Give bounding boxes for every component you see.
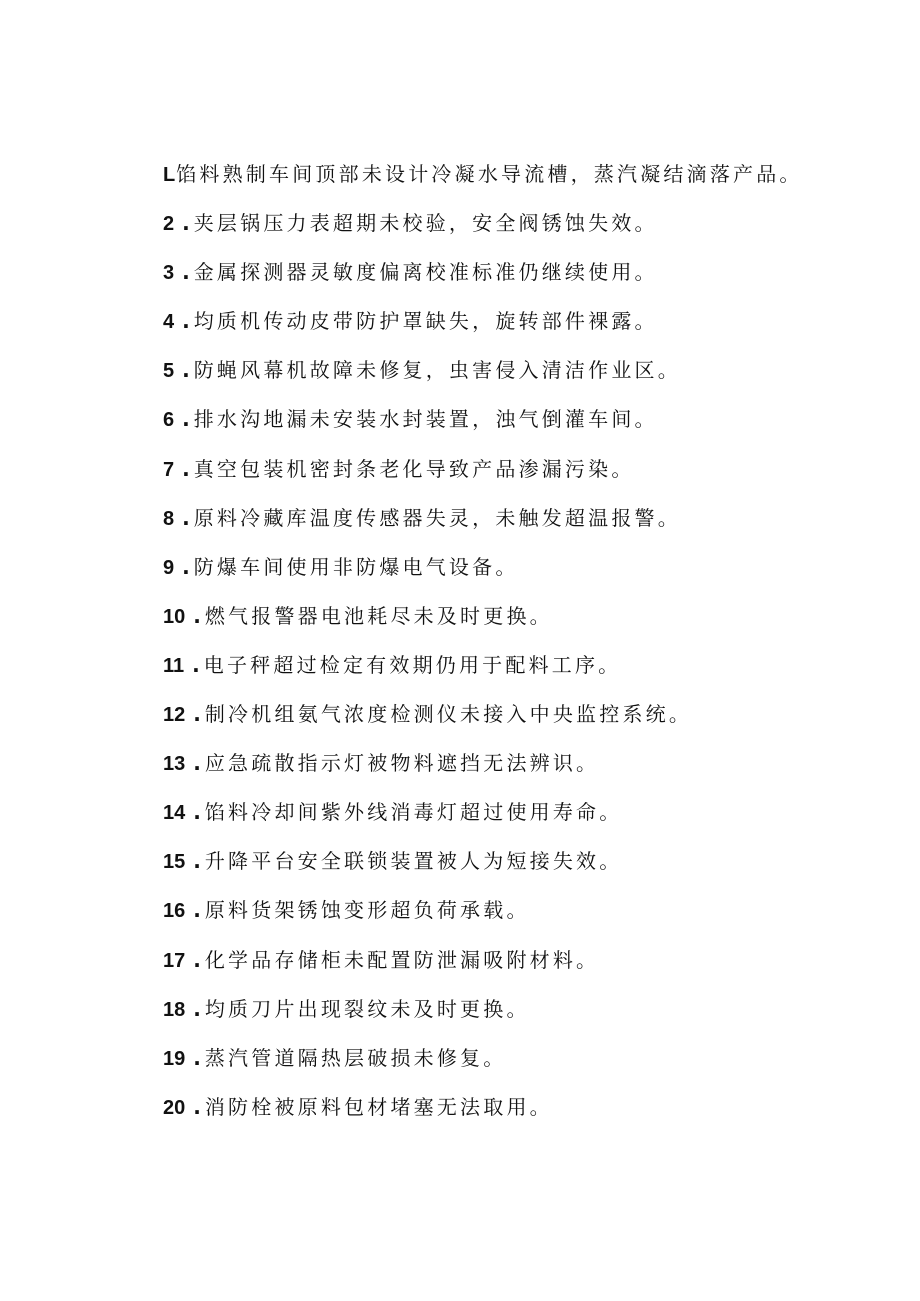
item-separator: . xyxy=(193,898,201,923)
list-item xyxy=(163,596,863,645)
item-number: 13 xyxy=(163,753,186,776)
list-item xyxy=(163,449,863,498)
list-item xyxy=(163,940,863,989)
item-text: 燃气报警器电池耗尽未及时更换。 xyxy=(204,603,553,628)
list-item xyxy=(163,1087,863,1136)
list-item xyxy=(163,1038,863,1087)
item-separator: . xyxy=(182,211,190,236)
list-item xyxy=(163,792,863,841)
item-separator: . xyxy=(182,260,190,285)
item-separator: . xyxy=(193,751,201,776)
item-number: 2 xyxy=(163,213,175,236)
item-number: 9 xyxy=(163,556,175,579)
list-item xyxy=(163,890,863,939)
item-number: 4 xyxy=(163,311,175,334)
item-number: 19 xyxy=(163,1047,186,1070)
item-separator: . xyxy=(193,1045,201,1070)
item-text: 防蝇风幕机故障未修复，虫害侵入清洁作业区。 xyxy=(193,358,681,383)
item-text: 蒸汽管道隔热层破损未修复。 xyxy=(204,1045,507,1070)
item-text: 夹层锅压力表超期未校验，安全阀锈蚀失效。 xyxy=(193,211,658,236)
item-number: 8 xyxy=(163,507,175,530)
item-separator: . xyxy=(182,309,190,334)
item-separator: . xyxy=(182,505,190,530)
list-item xyxy=(163,301,863,350)
list-item xyxy=(163,841,863,890)
item-number: 7 xyxy=(163,458,175,481)
list-item xyxy=(163,252,863,301)
item-separator: . xyxy=(193,849,201,874)
item-number: 20 xyxy=(163,1096,186,1119)
item-number: 12 xyxy=(163,704,186,727)
item-text: 原料货架锈蚀变形超负荷承载。 xyxy=(204,898,530,923)
list-item xyxy=(163,743,863,792)
item-separator: . xyxy=(193,996,201,1021)
list-item xyxy=(163,645,863,694)
item-text: 真空包装机密封条老化导致产品渗漏污染。 xyxy=(193,456,635,481)
item-number: 10 xyxy=(163,605,186,628)
item-number: 18 xyxy=(163,998,186,1021)
item-number: 16 xyxy=(163,900,186,923)
item-number: 15 xyxy=(163,851,186,874)
item-number: L xyxy=(163,164,176,186)
item-text: 原料冷藏库温度传感器失灵，未触发超温报警。 xyxy=(193,505,681,530)
item-separator: . xyxy=(193,947,201,972)
item-separator: . xyxy=(193,603,201,628)
item-number: 11 xyxy=(163,654,185,677)
item-number: 3 xyxy=(163,262,175,285)
item-number: 17 xyxy=(163,949,186,972)
item-text: 制冷机组氨气浓度检测仪未接入中央监控系统。 xyxy=(204,702,693,727)
item-text: 化学品存储柜未配置防泄漏吸附材料。 xyxy=(204,947,600,972)
list-item xyxy=(163,547,863,596)
item-separator: . xyxy=(182,407,190,432)
item-text: 均质机传动皮带防护罩缺失，旋转部件裸露。 xyxy=(193,309,658,334)
list-item xyxy=(163,154,863,203)
list-item xyxy=(163,350,863,399)
list-item xyxy=(163,203,863,252)
list-item xyxy=(163,989,863,1038)
issue-list xyxy=(163,154,863,1136)
item-number: 6 xyxy=(163,409,175,432)
item-separator: . xyxy=(182,456,190,481)
item-text: 升降平台安全联锁装置被人为短接失效。 xyxy=(204,849,623,874)
item-text: 电子秤超过检定有效期仍用于配料工序。 xyxy=(203,652,622,677)
item-text: 消防栓被原料包材堵塞无法取用。 xyxy=(204,1094,553,1119)
item-text: 应急疏散指示灯被物料遮挡无法辨识。 xyxy=(204,751,600,776)
list-item xyxy=(163,399,863,448)
item-text: 防爆车间使用非防爆电气设备。 xyxy=(193,554,519,579)
item-separator: . xyxy=(193,702,201,727)
item-text: 排水沟地漏未安装水封装置，浊气倒灌车间。 xyxy=(193,407,658,432)
item-separator: . xyxy=(192,652,200,677)
item-separator: . xyxy=(182,358,190,383)
item-separator: . xyxy=(193,1094,201,1119)
item-number: 5 xyxy=(163,360,175,383)
item-separator: . xyxy=(182,554,190,579)
item-text: 均质刀片出现裂纹未及时更换。 xyxy=(204,996,530,1021)
list-item xyxy=(163,694,863,743)
item-text: 金属探测器灵敏度偏离校准标准仍继续使用。 xyxy=(193,260,658,285)
item-text: 馅料冷却间紫外线消毒灯超过使用寿命。 xyxy=(204,800,623,825)
item-text: 馅料熟制车间顶部未设计冷凝水导流槽，蒸汽凝结滴落产品。 xyxy=(176,162,803,186)
list-item xyxy=(163,498,863,547)
item-separator: . xyxy=(193,800,201,825)
item-number: 14 xyxy=(163,802,186,825)
